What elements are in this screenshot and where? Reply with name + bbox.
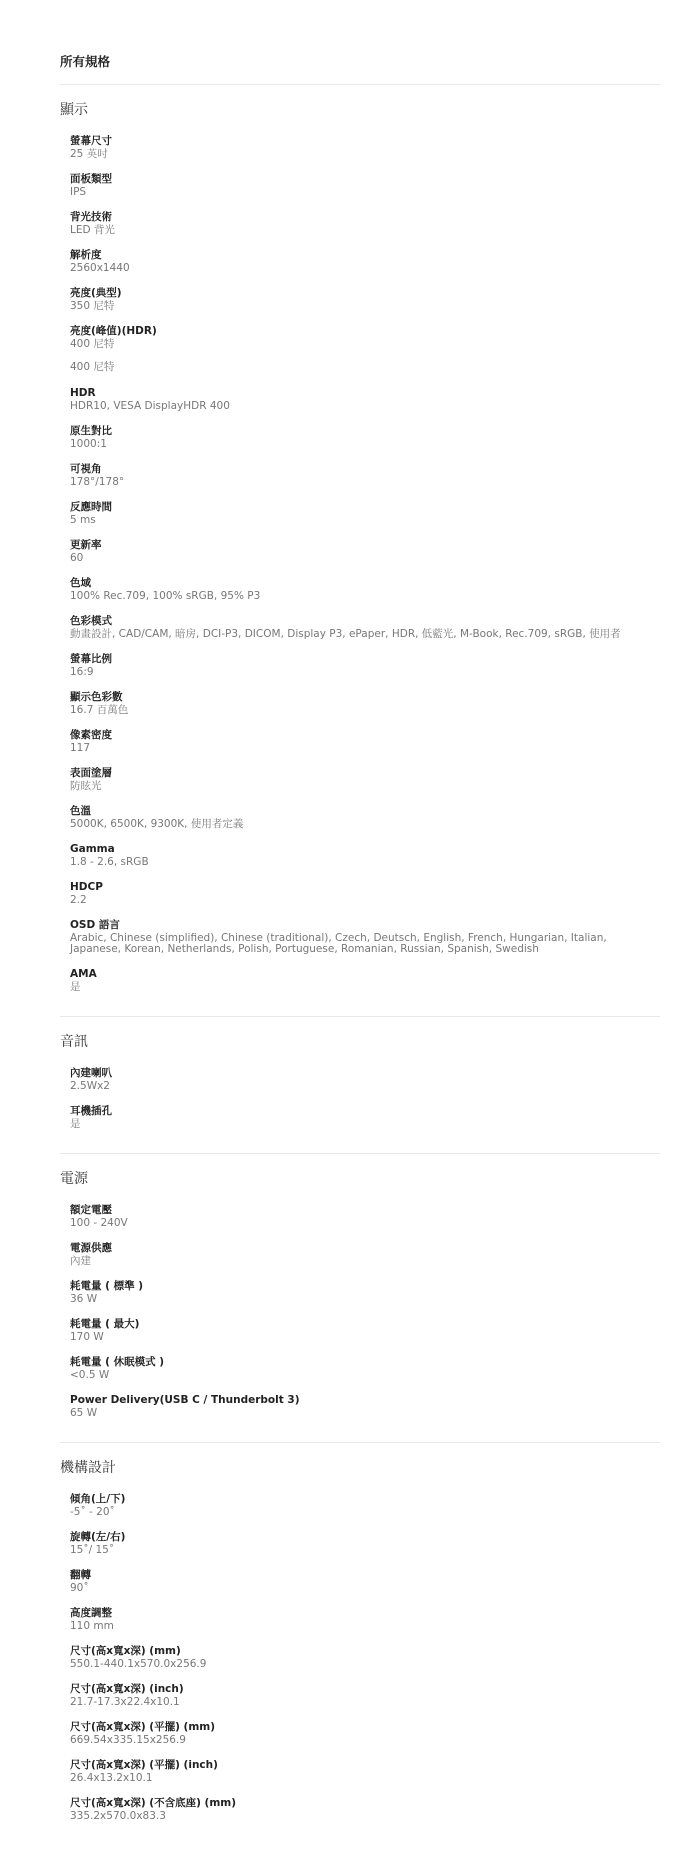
- spec-item: [70, 211, 660, 236]
- spec-item: [70, 805, 660, 830]
- spec-extra-value: 400 尼特: [70, 361, 115, 373]
- spec-item: [70, 577, 660, 602]
- spec-item: [70, 1797, 660, 1822]
- spec-label: 面板類型: [70, 173, 112, 185]
- spec-list: [60, 135, 660, 993]
- spec-value: 26.4x13.2x10.1: [70, 1772, 153, 1784]
- spec-item: [70, 1759, 660, 1784]
- spec-label: 顯示色彩數: [70, 691, 123, 703]
- spec-label: 螢幕比例: [70, 653, 112, 665]
- spec-value: 21.7-17.3x22.4x10.1: [70, 1696, 180, 1708]
- spec-section: [60, 1442, 660, 1845]
- spec-item: [70, 1645, 660, 1670]
- spec-value: 16.7 百萬色: [70, 704, 129, 716]
- spec-value: LED 背光: [70, 224, 115, 236]
- spec-item: [70, 501, 660, 526]
- spec-value: 5000K, 6500K, 9300K, 使用者定義: [70, 818, 244, 830]
- spec-value: 防眩光: [70, 780, 102, 792]
- spec-label: 亮度(峰值)(HDR): [70, 325, 157, 337]
- spec-value: 669.54x335.15x256.9: [70, 1734, 186, 1746]
- spec-value: 100% Rec.709, 100% sRGB, 95% P3: [70, 590, 261, 602]
- spec-value: 16:9: [70, 666, 94, 678]
- spec-value: 400 尼特: [70, 338, 115, 350]
- spec-item: [70, 729, 660, 754]
- spec-value: 178°/178°: [70, 476, 125, 488]
- spec-value: 是: [70, 1118, 81, 1130]
- spec-label: 原生對比: [70, 425, 112, 437]
- spec-item: [70, 173, 660, 198]
- spec-item: [70, 287, 660, 312]
- spec-label: Power Delivery(USB C / Thunderbolt 3): [70, 1394, 300, 1406]
- spec-label: AMA: [70, 968, 97, 980]
- spec-item: [70, 135, 660, 160]
- spec-item: [70, 1204, 660, 1229]
- spec-value: 2.2: [70, 894, 87, 906]
- spec-item: [70, 463, 660, 488]
- spec-value: 2560x1440: [70, 262, 130, 274]
- spec-label: 解析度: [70, 249, 102, 261]
- spec-value: 25 英吋: [70, 148, 108, 160]
- spec-value: 2.5Wx2: [70, 1080, 110, 1092]
- spec-value: 65 W: [70, 1407, 98, 1419]
- spec-item: [70, 325, 660, 374]
- spec-value: -5˚ - 20˚: [70, 1506, 115, 1518]
- spec-label: 尺寸(高x寬x深) (平擺) (inch): [70, 1759, 218, 1771]
- spec-label: HDCP: [70, 881, 103, 893]
- spec-label: 傾角(上/下): [70, 1493, 126, 1505]
- spec-label: 耗電量 ( 標準 ): [70, 1280, 144, 1292]
- spec-label: 像素密度: [70, 729, 112, 741]
- spec-label: 螢幕尺寸: [70, 135, 112, 147]
- spec-label: 耗電量 ( 最大): [70, 1318, 140, 1330]
- spec-value: 動畫設計, CAD/CAM, 暗房, DCI-P3, DICOM, Display P3, ePaper, HDR, 低藍光, M-Book, Rec.709, sRGB, 使用者: [70, 628, 621, 640]
- spec-item: [70, 1683, 660, 1708]
- spec-item: [70, 1607, 660, 1632]
- section-title: 顯示: [60, 102, 88, 118]
- spec-label: 反應時間: [70, 501, 112, 513]
- spec-sections: [0, 85, 700, 1845]
- spec-value: 5 ms: [70, 514, 96, 526]
- spec-value: 117: [70, 742, 91, 754]
- spec-label: 內建喇叭: [70, 1067, 112, 1079]
- spec-label: 旋轉(左/右): [70, 1531, 126, 1543]
- spec-label: 色域: [70, 577, 91, 589]
- spec-item: [70, 968, 660, 993]
- spec-value: 36 W: [70, 1293, 98, 1305]
- spec-item: [70, 425, 660, 450]
- spec-label: 亮度(典型): [70, 287, 122, 299]
- spec-label: 尺寸(高x寬x深) (平擺) (mm): [70, 1721, 216, 1733]
- spec-item: [70, 249, 660, 274]
- spec-label: 尺寸(高x寬x深) (不含底座) (mm): [70, 1797, 237, 1809]
- spec-value: 1.8 - 2.6, sRGB: [70, 856, 149, 868]
- spec-value: 335.2x570.0x83.3: [70, 1810, 166, 1822]
- spec-item: [70, 1280, 660, 1305]
- spec-label: Gamma: [70, 843, 115, 855]
- spec-list: [60, 1067, 660, 1130]
- spec-value: 內建: [70, 1255, 91, 1267]
- spec-label: 色彩模式: [70, 615, 112, 627]
- spec-item: [70, 691, 660, 716]
- spec-label: 背光技術: [70, 211, 112, 223]
- spec-item: [70, 1531, 660, 1556]
- spec-label: 高度調整: [70, 1607, 112, 1619]
- spec-value: Arabic, Chinese (simplified), Chinese (traditional), Czech, Deutsch, English, French, Hungarian, Italian, Japanese, Korean, Netherlands, Polish, Portuguese, Romanian, Russian, Spanish, Swedish: [70, 932, 607, 955]
- spec-item: [70, 1721, 660, 1746]
- spec-value: IPS: [70, 186, 87, 198]
- spec-label: 耳機插孔: [70, 1105, 112, 1117]
- spec-item: [70, 767, 660, 792]
- spec-value: <0.5 W: [70, 1369, 110, 1381]
- spec-value: 550.1-440.1x570.0x256.9: [70, 1658, 207, 1670]
- spec-value: 是: [70, 981, 81, 993]
- title-row: [60, 52, 660, 85]
- spec-label: 電源供應: [70, 1242, 112, 1254]
- spec-item: [70, 1493, 660, 1518]
- spec-value: 1000:1: [70, 438, 107, 450]
- spec-value: 350 尼特: [70, 300, 115, 312]
- spec-item: [70, 387, 660, 412]
- section-title: 音訊: [60, 1034, 88, 1050]
- spec-value: 90˚: [70, 1582, 89, 1594]
- spec-item: [70, 653, 660, 678]
- spec-item: [70, 881, 660, 906]
- spec-label: 表面塗層: [70, 767, 112, 779]
- spec-item: [70, 539, 660, 564]
- spec-item: [70, 1356, 660, 1381]
- spec-label: 尺寸(高x寬x深) (inch): [70, 1683, 184, 1695]
- section-title: 機構設計: [60, 1460, 116, 1476]
- spec-item: [70, 1242, 660, 1267]
- spec-label: 尺寸(高x寬x深) (mm): [70, 1645, 181, 1657]
- spec-value: 60: [70, 552, 84, 564]
- spec-item: [70, 1067, 660, 1092]
- page-title: 所有規格: [60, 54, 111, 69]
- spec-item: [70, 919, 660, 955]
- spec-value: 110 mm: [70, 1620, 114, 1632]
- spec-label: OSD 語言: [70, 919, 120, 931]
- spec-list: [60, 1493, 660, 1822]
- spec-item: [70, 1318, 660, 1343]
- spec-section: [60, 1016, 660, 1153]
- spec-value: HDR10, VESA DisplayHDR 400: [70, 400, 230, 412]
- spec-label: 可視角: [70, 463, 102, 475]
- section-title: 電源: [60, 1171, 88, 1187]
- spec-value: 170 W: [70, 1331, 104, 1343]
- spec-label: 翻轉: [70, 1569, 91, 1581]
- spec-section: [60, 85, 660, 1016]
- spec-label: HDR: [70, 387, 96, 399]
- spec-label: 額定電壓: [70, 1204, 112, 1216]
- spec-item: [70, 843, 660, 868]
- spec-item: [70, 1394, 660, 1419]
- spec-value: 100 - 240V: [70, 1217, 128, 1229]
- spec-label: 耗電量 ( 休眠模式 ): [70, 1356, 165, 1368]
- spec-label: 更新率: [70, 539, 102, 551]
- spec-label: 色溫: [70, 805, 91, 817]
- spec-value: 15˚/ 15˚: [70, 1544, 115, 1556]
- spec-item: [70, 615, 660, 640]
- spec-list: [60, 1204, 660, 1419]
- spec-item: [70, 1105, 660, 1130]
- spec-item: [70, 1569, 660, 1594]
- spec-section: [60, 1153, 660, 1442]
